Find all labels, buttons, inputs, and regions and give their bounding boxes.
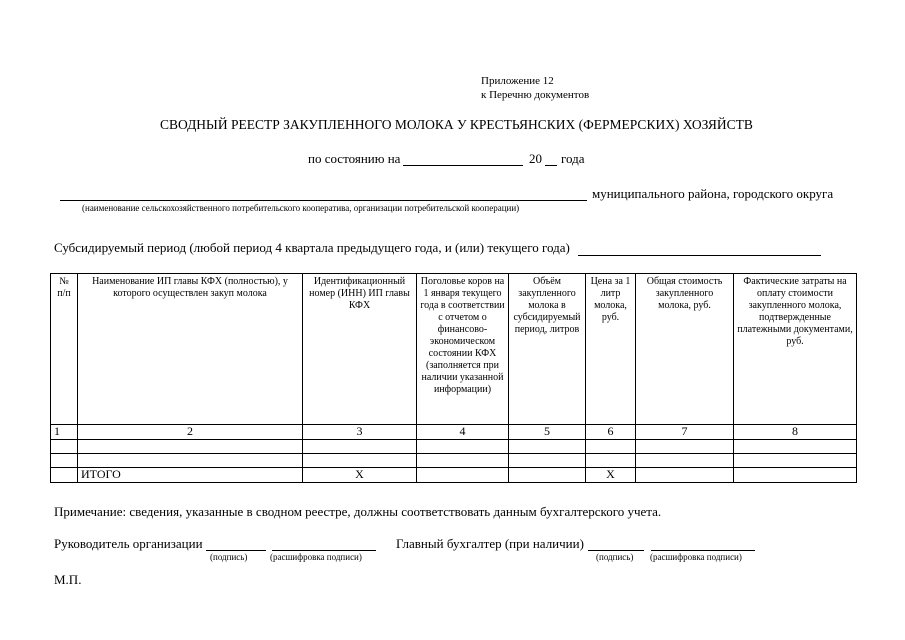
org-line-suffix: муниципального района, городского округа <box>592 186 834 201</box>
header-price: Цена за 1 литр молока, руб. <box>586 274 636 425</box>
table-cell[interactable] <box>51 468 78 483</box>
note-text: Примечание: сведения, указанные в сводном реестре, должны соответствовать данным бухгалтерского учета. <box>54 504 662 519</box>
accountant-decode-caption: (расшифровка подписи) <box>650 552 742 562</box>
column-number: 6 <box>586 425 636 440</box>
table-cell[interactable] <box>636 440 734 454</box>
table-cell[interactable] <box>78 454 303 468</box>
column-number: 1 <box>51 425 78 440</box>
date-year-prefix: 20 <box>529 151 542 166</box>
column-number: 5 <box>509 425 586 440</box>
table-cell[interactable] <box>303 440 417 454</box>
column-number: 7 <box>636 425 734 440</box>
date-prefix: по состоянию на <box>308 151 401 166</box>
table-cell[interactable] <box>509 468 586 483</box>
table-cell[interactable] <box>636 468 734 483</box>
header-number: № п/п <box>51 274 78 425</box>
price-x-mark: Х <box>586 468 636 483</box>
table-cell[interactable] <box>51 454 78 468</box>
column-numbers-row <box>51 425 857 440</box>
table-cell[interactable] <box>303 454 417 468</box>
accountant-sign-caption: (подпись) <box>596 552 634 562</box>
date-suffix: года <box>561 151 585 166</box>
header-milk-volume: Объём закупленного молока в субсидируемый период, литров <box>509 274 586 425</box>
header-row <box>51 274 857 425</box>
table-cell[interactable] <box>636 454 734 468</box>
head-sign-caption: (подпись) <box>210 552 248 562</box>
period-label: Субсидируемый период (любой период 4 квартала предыдущего года, и (или) текущего года) <box>54 240 570 255</box>
column-number: 3 <box>303 425 417 440</box>
inn-x-mark: Х <box>303 468 417 483</box>
header-total-cost: Общая стоимость закупленного молока, руб. <box>636 274 734 425</box>
column-number: 8 <box>734 425 857 440</box>
header-actual-costs: Фактические затраты на оплату стоимости закупленного молока, подтвержденные платежными документами, руб. <box>734 274 857 425</box>
table-cell[interactable] <box>417 440 509 454</box>
accountant-label: Главный бухгалтер (при наличии) <box>396 536 584 551</box>
head-decode-caption: (расшифровка подписи) <box>270 552 362 562</box>
stamp-place: М.П. <box>54 572 82 587</box>
total-row <box>51 468 857 483</box>
head-label: Руководитель организации <box>54 536 203 551</box>
table-cell[interactable] <box>417 454 509 468</box>
table-row <box>51 454 857 468</box>
column-number: 4 <box>417 425 509 440</box>
table-cell[interactable] <box>734 440 857 454</box>
header-cow-count: Поголовье коров на 1 января текущего года в соответствии с отчетом о финансово-экономическом состоянии КФХ (заполняется при наличии указанной информации) <box>417 274 509 425</box>
appendix-line-1: Приложение 12 <box>481 75 554 87</box>
head-sign-blank[interactable] <box>206 536 266 551</box>
org-name-blank[interactable] <box>60 186 587 201</box>
table-cell[interactable] <box>51 440 78 454</box>
page-title: СВОДНЫЙ РЕЕСТР ЗАКУПЛЕННОГО МОЛОКА У КРЕСТЬЯНСКИХ (ФЕРМЕРСКИХ) ХОЗЯЙСТВ <box>160 117 753 132</box>
header-farm-name: Наименование ИП главы КФХ (полностью), у которого осуществлен закуп молока <box>78 274 303 425</box>
table-cell[interactable] <box>586 454 636 468</box>
appendix-line-2: к Перечню документов <box>481 89 590 101</box>
year-blank[interactable] <box>545 151 557 166</box>
table-cell[interactable] <box>509 440 586 454</box>
column-number: 2 <box>78 425 303 440</box>
table-cell[interactable] <box>417 468 509 483</box>
accountant-sign-blank[interactable] <box>588 536 644 551</box>
accountant-decode-blank[interactable] <box>651 536 755 551</box>
table-cell[interactable] <box>734 468 857 483</box>
head-decode-blank[interactable] <box>272 536 376 551</box>
org-line-caption: (наименование сельскохозяйственного потребительского кооператива, организации потребительской кооперации) <box>82 203 520 213</box>
period-blank[interactable] <box>578 240 821 256</box>
table-cell[interactable] <box>509 454 586 468</box>
table-cell[interactable] <box>586 440 636 454</box>
total-label: ИТОГО <box>78 468 303 483</box>
register-table <box>50 273 857 483</box>
table-row <box>51 440 857 454</box>
table-cell[interactable] <box>78 440 303 454</box>
table-cell[interactable] <box>734 454 857 468</box>
date-blank[interactable] <box>403 151 523 166</box>
header-inn: Идентификационный номер (ИНН) ИП главы КФХ <box>303 274 417 425</box>
